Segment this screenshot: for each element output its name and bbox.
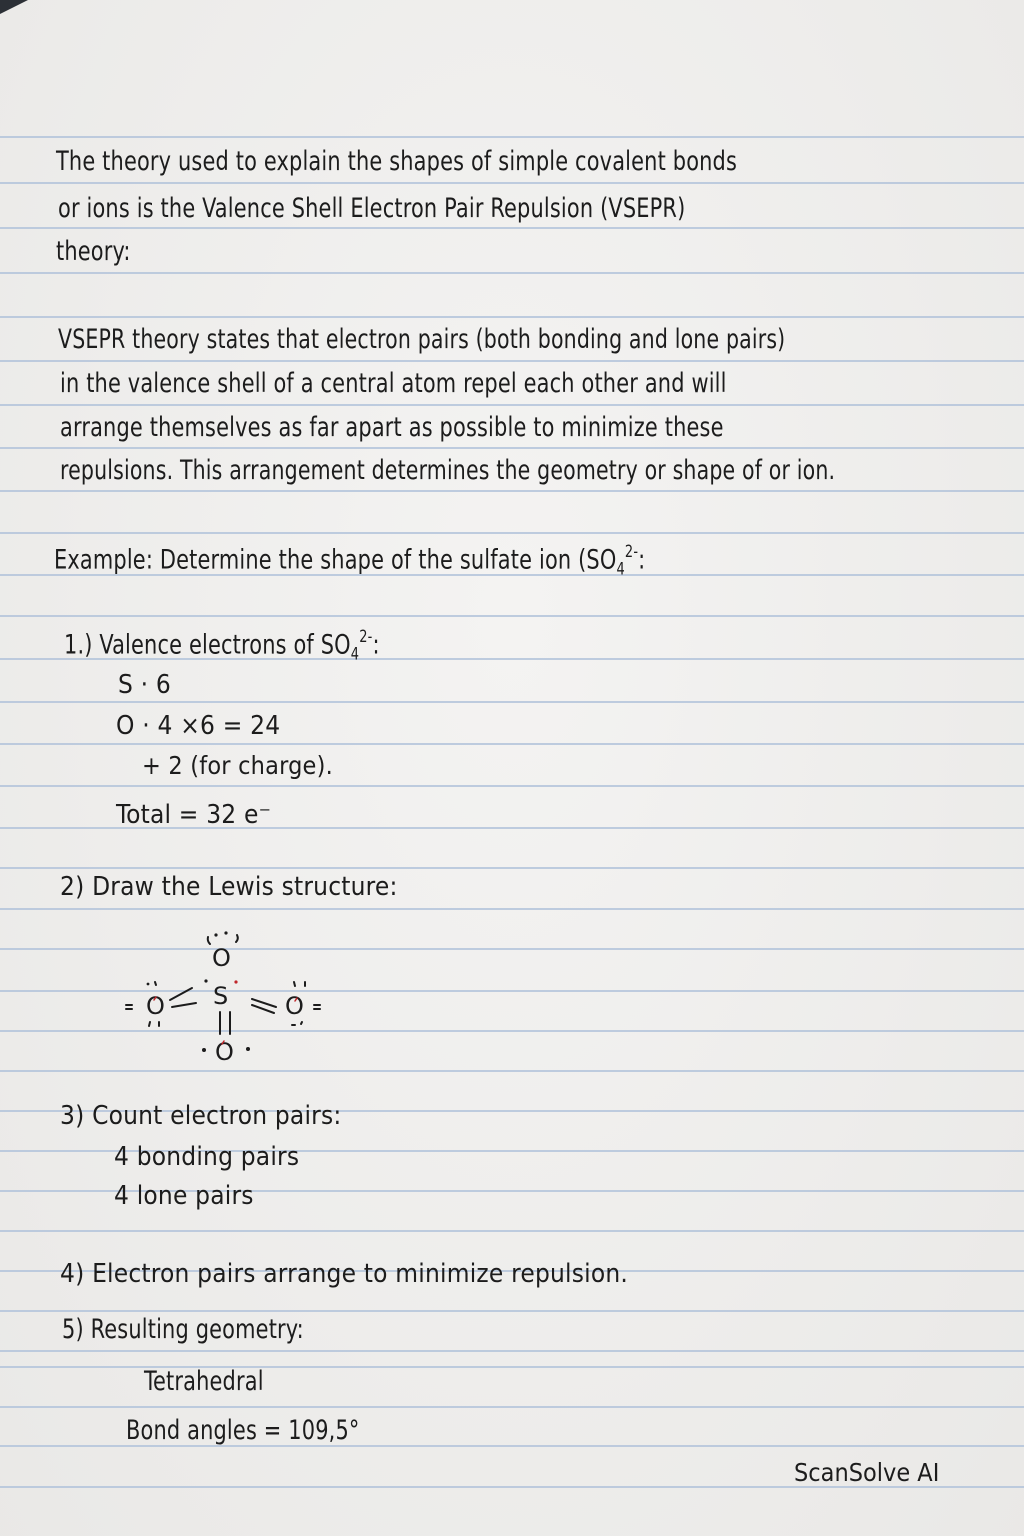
sulfur-atom: S: [213, 982, 229, 1010]
ruled-line: [0, 743, 1024, 745]
step-3-heading: 3) Count electron pairs:: [60, 1101, 342, 1131]
ruled-line: [0, 227, 1024, 229]
step-1-heading: 1.) Valence electrons of $SO_4^{2-}$:: [64, 626, 380, 664]
definition-line-1: VSEPR theory states that electron pairs (both bonding and lone pairs): [58, 324, 786, 355]
step-4-text: 4) Electron pairs arrange to minimize repulsion.: [60, 1259, 628, 1289]
bottom-oxygen-atom: O: [215, 1038, 234, 1066]
ruled-line: [0, 532, 1024, 534]
definition-line-2: in the valence shell of a central atom repel each other and will: [60, 368, 727, 399]
ruled-line: [0, 272, 1024, 274]
intro-line-1: The theory used to explain the shapes of simple covalent bonds: [56, 146, 738, 177]
ruled-line: [0, 316, 1024, 318]
ruled-line: [0, 908, 1024, 910]
ruled-line: [0, 867, 1024, 869]
step-1-total: Total = 32 e⁻: [116, 800, 272, 830]
step-1-sulfur: S · 6: [118, 670, 172, 700]
step-3-bonding-pairs: 4 bonding pairs: [114, 1142, 300, 1172]
step-5-heading: 5) Resulting geometry:: [62, 1314, 304, 1345]
step-2-heading: 2) Draw the Lewis structure:: [60, 872, 398, 902]
step-5-geometry: Tetrahedral: [144, 1366, 264, 1397]
ruled-line: [0, 404, 1024, 406]
ruled-line: [0, 182, 1024, 184]
top-oxygen-atom: O: [212, 944, 231, 972]
example-heading: Example: Determine the shape of the sulfate ion ($SO_4^{2-}$:: [54, 541, 646, 579]
definition-line-4: repulsions. This arrangement determines the geometry or shape of or ion.: [60, 455, 836, 486]
lewis-structure-diagram: [108, 922, 338, 1068]
ruled-line: [0, 615, 1024, 617]
ruled-line: [0, 1070, 1024, 1072]
intro-line-2: or ions is the Valence Shell Electron Pair Repulsion (VSEPR): [58, 193, 686, 224]
ruled-line: [0, 1230, 1024, 1232]
step-5-bond-angles: Bond angles = 109,5°: [126, 1415, 360, 1446]
ruled-line: [0, 1350, 1024, 1352]
step-1-oxygen: O · 4 ×6 = 24: [116, 711, 281, 741]
ruled-line: [0, 701, 1024, 703]
left-oxygen-atom: O: [146, 992, 165, 1020]
ruled-line: [0, 1406, 1024, 1408]
step-1-charge: + 2 (for charge).: [142, 751, 333, 780]
intro-line-3: theory:: [56, 236, 131, 267]
scansolve-watermark: ScanSolve AI: [794, 1458, 940, 1487]
ruled-line: [0, 1310, 1024, 1312]
ruled-line: [0, 360, 1024, 362]
definition-line-3: arrange themselves as far apart as possible to minimize these: [60, 412, 724, 443]
ruled-line: [0, 447, 1024, 449]
step-3-lone-pairs: 4 lone pairs: [114, 1181, 254, 1211]
ruled-line: [0, 490, 1024, 492]
ruled-line: [0, 785, 1024, 787]
right-oxygen-atom: O: [285, 992, 304, 1020]
ruled-line: [0, 136, 1024, 138]
